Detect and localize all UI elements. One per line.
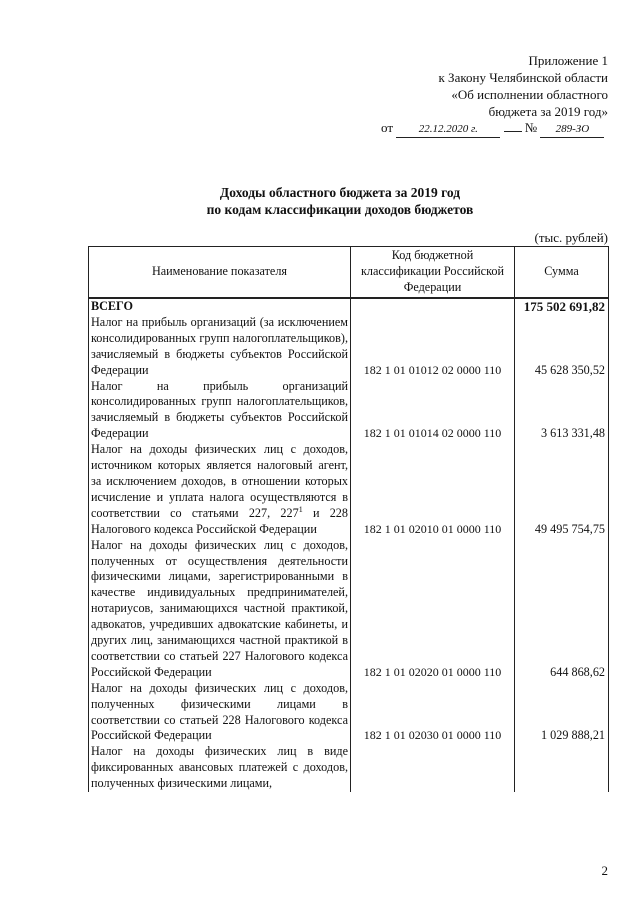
row-sum: 3 613 331,48 (515, 379, 609, 443)
row-code: 182 1 01 02010 01 0000 110 (351, 442, 515, 537)
row-name-superscript: 1 (298, 504, 303, 514)
table-row (89, 379, 609, 443)
row-sum (515, 744, 609, 792)
annex-date-number (381, 120, 604, 138)
annex-law: к Закону Челябинской области (438, 70, 608, 85)
total-code (351, 298, 515, 315)
annex-law-title-cont: бюджета за 2019 год» (488, 104, 608, 119)
table-row (89, 315, 609, 379)
table-row (89, 538, 609, 681)
row-sum: 1 029 888,21 (515, 681, 609, 745)
row-name (89, 442, 351, 537)
total-name: ВСЕГО (89, 298, 351, 315)
annex-header (438, 52, 608, 120)
annex-title: Приложение 1 (528, 53, 608, 68)
header-code: Код бюджетной классификации Российской Федерации (351, 247, 515, 299)
annex-law-title: «Об исполнении областного (451, 87, 608, 102)
row-code: 182 1 01 02020 01 0000 110 (351, 538, 515, 681)
row-name: Налог на прибыль организаций консолидированных групп налогоплательщиков, зачисляемый в бюджеты субъектов Российской Федерации (89, 379, 351, 443)
row-code: 182 1 01 01012 02 0000 110 (351, 315, 515, 379)
table-row (89, 442, 609, 537)
table-row (89, 744, 609, 792)
row-code (351, 744, 515, 792)
row-name: Налог на доходы физических лиц с доходов, полученных физическими лицами в соответствии со статьей 228 Налогового кодекса Российской Федерации (89, 681, 351, 745)
table-header-row (89, 247, 609, 299)
header-sum: Сумма (515, 247, 609, 299)
row-name: Налог на доходы физических лиц в виде фиксированных авансовых платежей с доходов, полученных физическими лицами, (89, 744, 351, 792)
header-name: Наименование показателя (89, 247, 351, 299)
row-name-part-2: и 228 Налогового кодекса Российской Федерации (91, 505, 348, 536)
table-row (89, 681, 609, 745)
revenue-table (88, 246, 609, 792)
row-code: 182 1 01 02030 01 0000 110 (351, 681, 515, 745)
document-title (80, 184, 600, 218)
row-name-part-1: Налог на доходы физических лиц с доходов, источником которых является налоговый агент, за исключением доходов, в отношении которых исчисление и уплата налога осуществляются в соответствии со статьями 227, 227 (91, 442, 348, 520)
annex-date: 22.12.2020 г. (396, 122, 500, 138)
table-row-total (89, 298, 609, 315)
from-label: от (381, 120, 394, 135)
row-name: Налог на доходы физических лиц с доходов, полученных от осуществления деятельности физическими лицами, зарегистрированными в качестве индивидуальных предпринимателей, нотариусов, занимающихся частной практикой, адвокатов, учредивших адвокатские кабинеты, и других лиц, занимающихся частной практикой в соответствии со статьей 227 Налогового кодекса Российской Федерации (89, 538, 351, 681)
date-underline-tail (504, 131, 522, 132)
annex-number: 289-ЗО (540, 122, 604, 138)
title-line-2: по кодам классификации доходов бюджетов (206, 202, 474, 217)
row-name: Налог на прибыль организаций (за исключением консолидированных групп налогоплательщиков), зачисляемый в бюджеты субъектов Российской Федерации (89, 315, 351, 379)
title-line-1: Доходы областного бюджета за 2019 год (219, 185, 461, 200)
page-number: 2 (601, 863, 608, 878)
unit-label: (тыс. рублей) (534, 230, 608, 245)
number-label: № (524, 120, 538, 135)
row-sum: 45 628 350,52 (515, 315, 609, 379)
row-code: 182 1 01 01014 02 0000 110 (351, 379, 515, 443)
row-sum: 49 495 754,75 (515, 442, 609, 537)
row-sum: 644 868,62 (515, 538, 609, 681)
total-sum: 175 502 691,82 (515, 298, 609, 315)
